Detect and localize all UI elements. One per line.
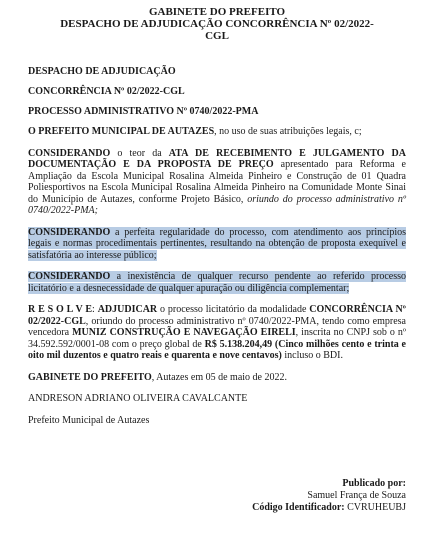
resolve-text-b: o processo licitatório da modalidade <box>157 304 310 315</box>
document-header <box>28 6 406 42</box>
resolve-keyword: R E S O L V E <box>28 304 93 315</box>
resolve-paragraph <box>28 304 406 362</box>
publication-block <box>252 478 406 514</box>
resolve-text-a: : <box>92 304 98 315</box>
winning-company: MUNIZ CONSTRUÇÃO E NAVEGAÇÃO EIRELI <box>72 327 296 338</box>
header-line-2: DESPACHO DE ADJUDICAÇÃO CONCORRÊNCIA Nº 02/2022- <box>60 18 374 30</box>
considerando-2-text: a perfeita regularidade do processo, com atendimento aos princípios legais e normas procedimentais pertinentes, resultando na obtenção de proposta exequível e satisfatória ao interesse público; <box>28 226 406 261</box>
processo-number: PROCESSO ADMINISTRATIVO Nº 0740/2022-PMA <box>28 106 259 117</box>
considerando-1-text-a: o teor da <box>110 147 169 159</box>
header-line-1: GABINETE DO PREFEITO <box>148 6 286 18</box>
publisher-name: Samuel França de Souza <box>307 490 406 501</box>
identifier-label: Código Identificador: <box>252 502 345 513</box>
resolve-text-d: , inscrita no CNPJ sob o nº 34.592.592/0001-08 com o preço global de <box>28 327 407 350</box>
intro-text: , no uso de suas atribuições legais, c; <box>214 126 362 137</box>
header-line-3: CGL <box>205 30 229 42</box>
resolve-concorrencia: CONCORRÊNCIA Nº 02/2022-CGL <box>28 304 406 327</box>
resolve-text-e: incluso o BDI. <box>281 350 343 361</box>
resolve-text-c: , oriundo do processo administrativo nº 0740/2022-PMA, tendo como empresa vencedora <box>28 315 406 338</box>
considerando-1-keyword: CONSIDERANDO <box>28 147 111 159</box>
intro-bold: O PREFEITO MUNICIPAL DE AUTAZES <box>28 126 215 137</box>
gabinete-date: , Autazes em 05 de maio de 2022. <box>151 371 287 383</box>
considerando-3-paragraph <box>28 271 406 294</box>
considerando-1-ata: ATA DE RECEBIMENTO E JULGAMENTO DA DOCUMENTAÇÃO E DA PROPOSTA DE PREÇO <box>28 147 406 170</box>
published-by-label: Publicado por: <box>342 478 406 489</box>
global-price: R$ 5.138.204,49 (Cinco milhões cento e trinta e oito mil duzentos e quatro reais e quarenta e nove centavos) <box>28 338 406 361</box>
considerando-1-paragraph <box>28 148 406 217</box>
identifier-line <box>252 502 406 514</box>
gabinete-bold: GABINETE DO PREFEITO <box>28 371 152 383</box>
signer-role: Prefeito Municipal de Autazes <box>28 415 150 426</box>
considerando-2-paragraph <box>28 227 406 262</box>
intro-paragraph <box>28 126 406 138</box>
adjudicar-bold: ADJUDICAR <box>97 304 158 315</box>
concorrencia-number: CONCORRÊNCIA Nº 02/2022-CGL <box>28 86 185 97</box>
considerando-3-text: a inexistência de qualquer recurso pendente ao referido processo licitatório e a desnecessidade de qualquer apuração ou diligência complementar; <box>28 271 406 294</box>
despacho-title: DESPACHO DE ADJUDICAÇÃO <box>28 66 176 77</box>
gabinete-line <box>28 372 406 384</box>
considerando-1-italic: oriundo do processo administrativo nº 0740/2022-PMA; <box>28 193 406 216</box>
considerando-1-text-b: apresentado para Reforma e Ampliação da Escola Municipal Rosalina Almeida Pinheiro e Construção de 01 Quadra Poliesportivos na Escola Municipal Rosalina Almeida Pinheiro na Comunidade Monte Sinai do Município de Autazes, conforme Projeto Básico, <box>28 159 406 205</box>
signer-name: ANDRESON ADRIANO OLIVEIRA CAVALCANTE <box>28 393 248 404</box>
considerando-3-keyword: CONSIDERANDO <box>28 271 111 282</box>
considerando-2-keyword: CONSIDERANDO <box>28 226 111 238</box>
identifier-code: CVRUHEUBJ <box>347 502 406 513</box>
